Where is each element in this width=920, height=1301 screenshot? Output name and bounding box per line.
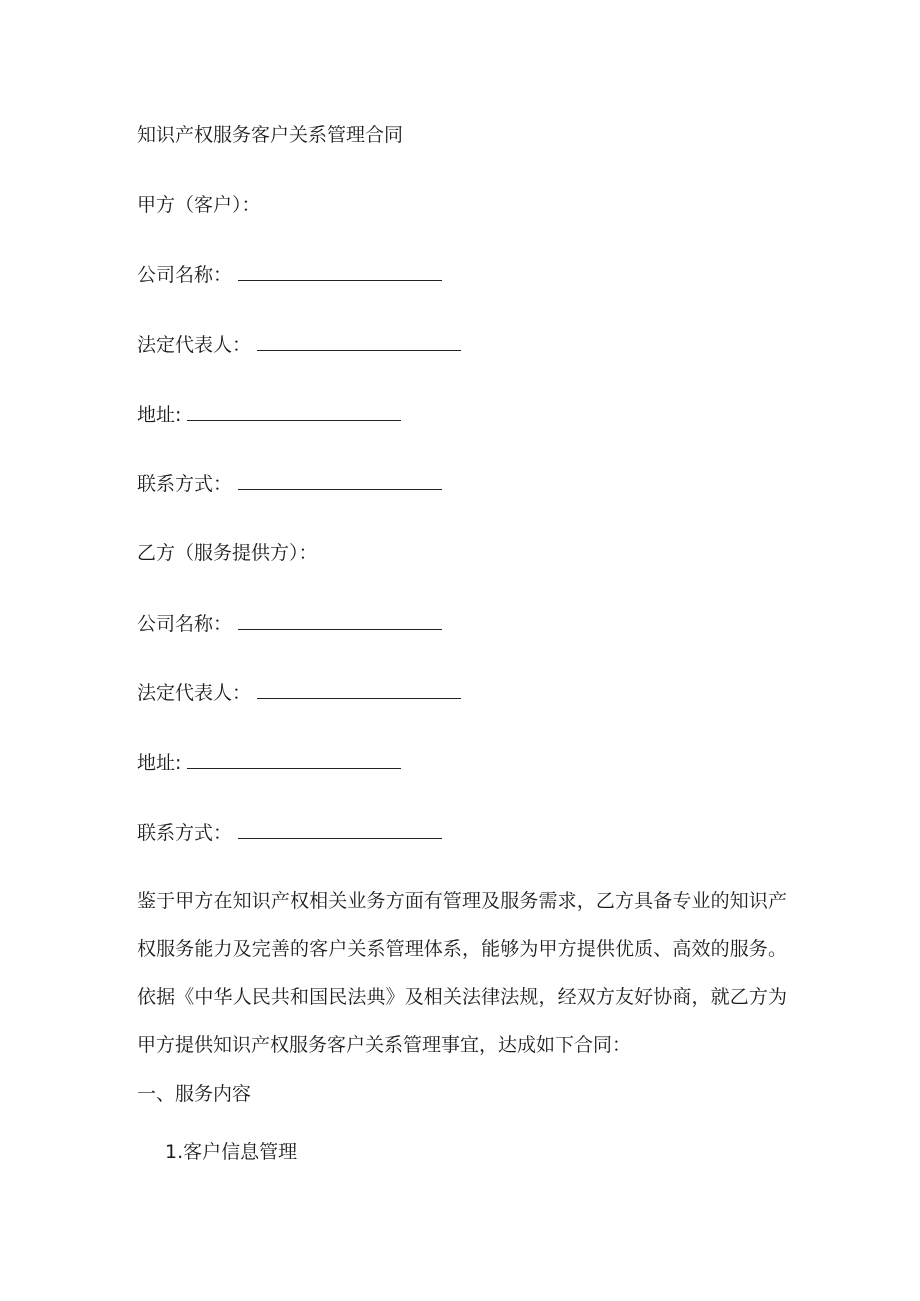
party-b-contact-row <box>137 820 442 845</box>
party-a-heading: 甲方（客户）： <box>137 194 261 216</box>
preamble-paragraph: 鉴于甲方在知识产权相关业务方面有管理及服务需求，乙方具备专业的知识产权服务能力及完善的客户关系管理体系，能够为甲方提供优质、高效的服务。依据《中华人民共和国民法典》及相关法律法规，经双方友好协商，就乙方为甲方提供知识产权服务客户关系管理事宜，达成如下合同： <box>137 890 787 1056</box>
section-1-heading: 一、服务内容 <box>137 1083 252 1105</box>
party-a-company-blank[interactable] <box>238 262 442 281</box>
contract-title: 知识产权服务客户关系管理合同 <box>137 124 404 146</box>
party-b-company-row <box>137 611 442 636</box>
party-a-company-row <box>137 262 442 287</box>
party-a-address-row <box>137 402 401 427</box>
party-b-company-label: 公司名称： <box>137 613 233 635</box>
party-b-address-row <box>137 750 401 775</box>
party-a-address-blank[interactable] <box>187 402 401 421</box>
party-b-company-blank[interactable] <box>238 611 442 630</box>
party-a-contact-row <box>137 471 442 496</box>
party-a-legal-rep-blank[interactable] <box>257 332 461 351</box>
party-a-contact-label: 联系方式： <box>137 473 233 495</box>
party-b-address-blank[interactable] <box>187 750 401 769</box>
section-1-item-1: 1.客户信息管理 <box>165 1141 298 1163</box>
party-a-address-label: 地址: <box>137 404 182 426</box>
party-a-legal-rep-row <box>137 332 461 357</box>
party-b-legal-rep-label: 法定代表人： <box>137 682 252 704</box>
party-a-legal-rep-label: 法定代表人： <box>137 334 252 356</box>
party-b-contact-label: 联系方式： <box>137 822 233 844</box>
party-b-legal-rep-row <box>137 680 461 705</box>
party-b-legal-rep-blank[interactable] <box>257 680 461 699</box>
party-b-address-label: 地址: <box>137 752 182 774</box>
party-a-contact-blank[interactable] <box>238 471 442 490</box>
party-b-contact-blank[interactable] <box>238 820 442 839</box>
party-a-company-label: 公司名称： <box>137 264 233 286</box>
party-b-heading: 乙方（服务提供方）： <box>137 542 318 564</box>
